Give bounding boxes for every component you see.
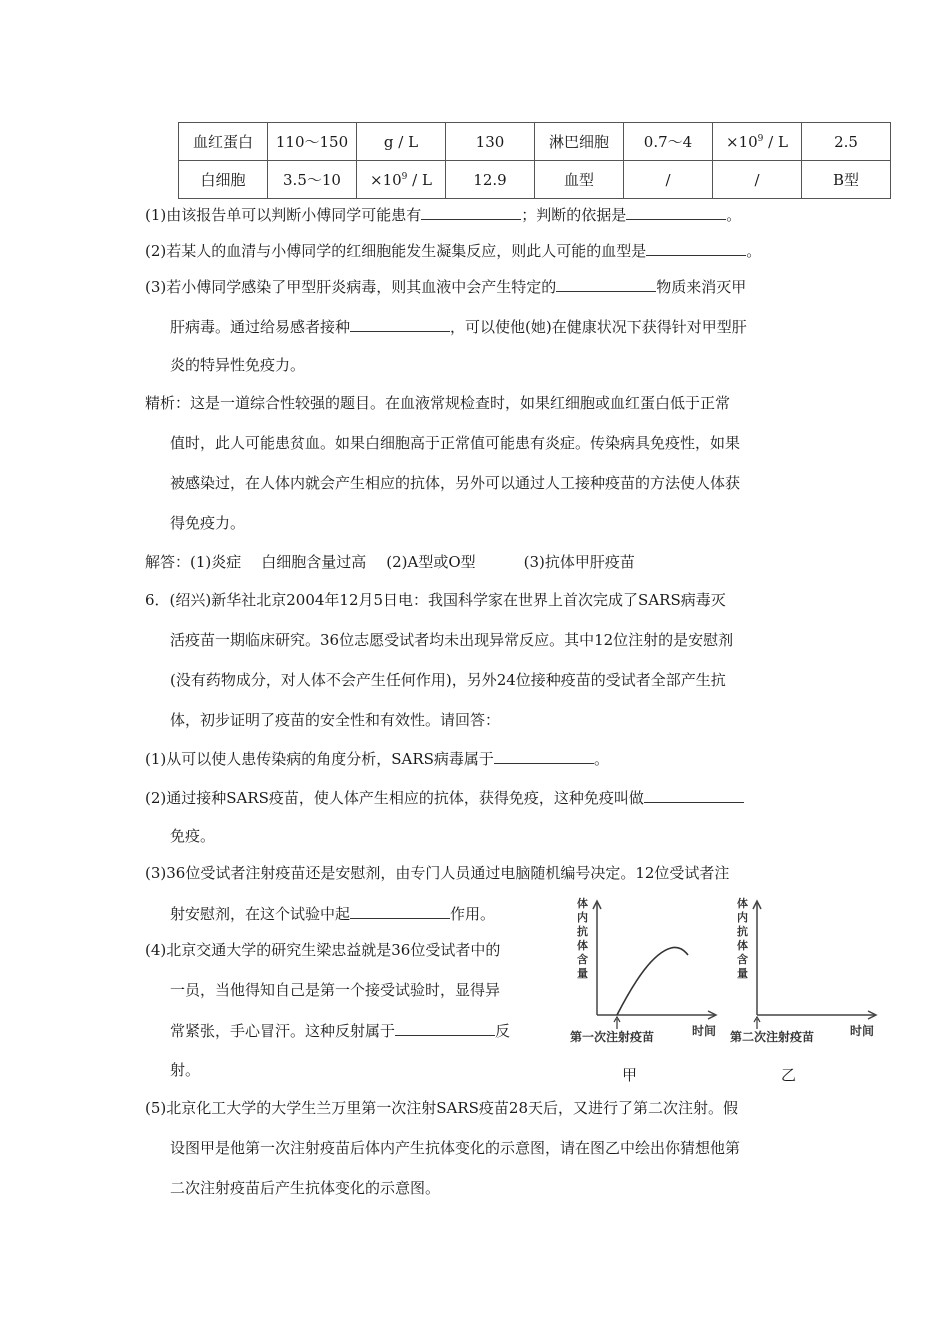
- table-cell: 130: [446, 123, 535, 161]
- table-cell: /: [624, 161, 713, 199]
- table-cell: B型: [802, 161, 891, 199]
- question-6-2: (2)通过接种SARS疫苗，使人体产生相应的抗体，获得免疫，这种免疫叫做: [145, 787, 744, 808]
- y-axis-label: [577, 896, 588, 980]
- table-cell: 血型: [535, 161, 624, 199]
- question-6-2-cont: 免疫。: [170, 827, 216, 845]
- svg-text:体: 体: [737, 897, 748, 910]
- table-row: [179, 161, 891, 199]
- svg-text:内: 内: [737, 911, 748, 924]
- question-6-5: (5)北京化工大学的大学生兰万里第一次注射SARS疫苗28天后，又进行了第二次注射。假: [145, 1099, 739, 1117]
- table-cell: 110～150: [268, 123, 357, 161]
- svg-text:体: 体: [577, 939, 588, 952]
- question-3: (3)若小傅同学感染了甲型肝炎病毒，则其血液中会产生特定的 物质来消灭甲: [145, 278, 747, 296]
- blood-report-table: [178, 122, 891, 199]
- answer-blank[interactable]: [421, 204, 521, 220]
- jia-x-label: 时间: [692, 1024, 717, 1038]
- svg-text:含: 含: [577, 953, 588, 966]
- jia-event-label: 第一次注射疫苗: [570, 1030, 655, 1044]
- table-cell: /: [713, 161, 802, 199]
- yi-caption: 乙: [781, 1066, 797, 1084]
- question-6-4: (4)北京交通大学的研究生梁忠益就是36位受试者中的: [145, 941, 501, 959]
- antibody-curve: [617, 947, 688, 1015]
- question-6-line: (没有药物成分，对人体不会产生任何作用)，另外24位接种疫苗的受试者全部产生抗: [170, 671, 726, 689]
- table-cell: 血红蛋白: [179, 123, 268, 161]
- answer-blank[interactable]: [556, 276, 656, 292]
- svg-text:量: 量: [737, 967, 748, 980]
- jia-caption: 甲: [622, 1066, 638, 1084]
- analysis-line: 得免疫力。: [170, 514, 246, 532]
- svg-text:体: 体: [737, 939, 748, 952]
- answer-blank[interactable]: [350, 316, 450, 332]
- question-6-5-cont: 设图甲是他第一次注射疫苗后体内产生抗体变化的示意图，请在图乙中绘出你猜想他第: [170, 1139, 741, 1157]
- answer-blank[interactable]: [395, 1020, 495, 1036]
- question-2: (2)若某人的血清与小傅同学的红细胞能发生凝集反应，则此人可能的血型是 。: [145, 242, 762, 260]
- question-6-4-cont: 常紧张，手心冒汗。这种反射属于 反: [170, 1022, 511, 1040]
- question-6-line: 活疫苗一期临床研究。36位志愿受试者均未出现异常反应。其中12位注射的是安慰剂: [170, 631, 734, 649]
- answer-line: 解答：(1)炎症 白细胞含量过高 (2)A型或O型 (3)抗体甲肝疫苗: [145, 553, 635, 571]
- svg-text:量: 量: [577, 967, 588, 980]
- question-3-end: 炎的特异性免疫力。: [170, 356, 306, 374]
- question-6-1: (1)从可以使人患传染病的角度分析，SARS病毒属于 。: [145, 750, 609, 768]
- analysis-line: 值时，此人可能患贫血。如果白细胞高于正常值可能患有炎症。传染病具免疫性，如果: [170, 434, 741, 452]
- analysis-line: 精析：这是一道综合性较强的题目。在血液常规检查时，如果红细胞或血红蛋白低于正常: [145, 394, 731, 412]
- answer-blank[interactable]: [646, 240, 746, 256]
- table-cell: 淋巴细胞: [535, 123, 624, 161]
- table-cell: $\times 10^9 / L$: [357, 161, 446, 199]
- answer-blank[interactable]: [644, 787, 744, 803]
- table-cell: $\times 10^9 / L$: [713, 123, 802, 161]
- svg-text:抗: 抗: [737, 925, 748, 938]
- table-row: [179, 123, 891, 161]
- question-6-4-end: 射。: [170, 1061, 201, 1079]
- question-6-5-cont: 二次注射疫苗后产生抗体变化的示意图。: [170, 1179, 441, 1197]
- question-1: (1)由该报告单可以判断小傅同学可能患有 ；判断的依据是 。: [145, 206, 742, 224]
- table-cell: 2.5: [802, 123, 891, 161]
- analysis-line: 被感染过，在人体内就会产生相应的抗体，另外可以通过人工接种疫苗的方法使人体获: [170, 474, 741, 492]
- svg-text:抗: 抗: [577, 925, 588, 938]
- svg-text:内: 内: [577, 911, 588, 924]
- table-cell: 12.9: [446, 161, 535, 199]
- svg-text:含: 含: [737, 953, 748, 966]
- table-cell: 白细胞: [179, 161, 268, 199]
- table-cell: 0.7～4: [624, 123, 713, 161]
- question-6-4-cont: 一员，当他得知自己是第一个接受试验时，显得异: [170, 981, 501, 999]
- yi-x-label: 时间: [850, 1024, 875, 1038]
- yi-event-label: 第二次注射疫苗: [730, 1030, 815, 1044]
- question-6-3: (3)36位受试者注射疫苗还是安慰剂，由专门人员通过电脑随机编号决定。12位受试者注: [145, 864, 730, 882]
- table-cell: 3.5～10: [268, 161, 357, 199]
- question-6-line: 体，初步证明了疫苗的安全性和有效性。请回答：: [170, 711, 501, 729]
- table-cell: g / L: [357, 123, 446, 161]
- question-6: 6．(绍兴)新华社北京2004年12月5日电：我国科学家在世界上首次完成了SARS病毒灭: [145, 591, 726, 609]
- svg-text:体: 体: [577, 897, 588, 910]
- answer-blank[interactable]: [350, 903, 450, 919]
- answer-blank[interactable]: [494, 748, 594, 764]
- question-3-cont: 肝病毒。通过给易感者接种 ，可以使他(她)在健康状况下获得针对甲型肝: [170, 318, 747, 336]
- answer-blank[interactable]: [626, 204, 726, 220]
- y-axis-label: [737, 896, 748, 980]
- question-6-3-cont: 射安慰剂，在这个试验中起 作用。: [170, 905, 496, 923]
